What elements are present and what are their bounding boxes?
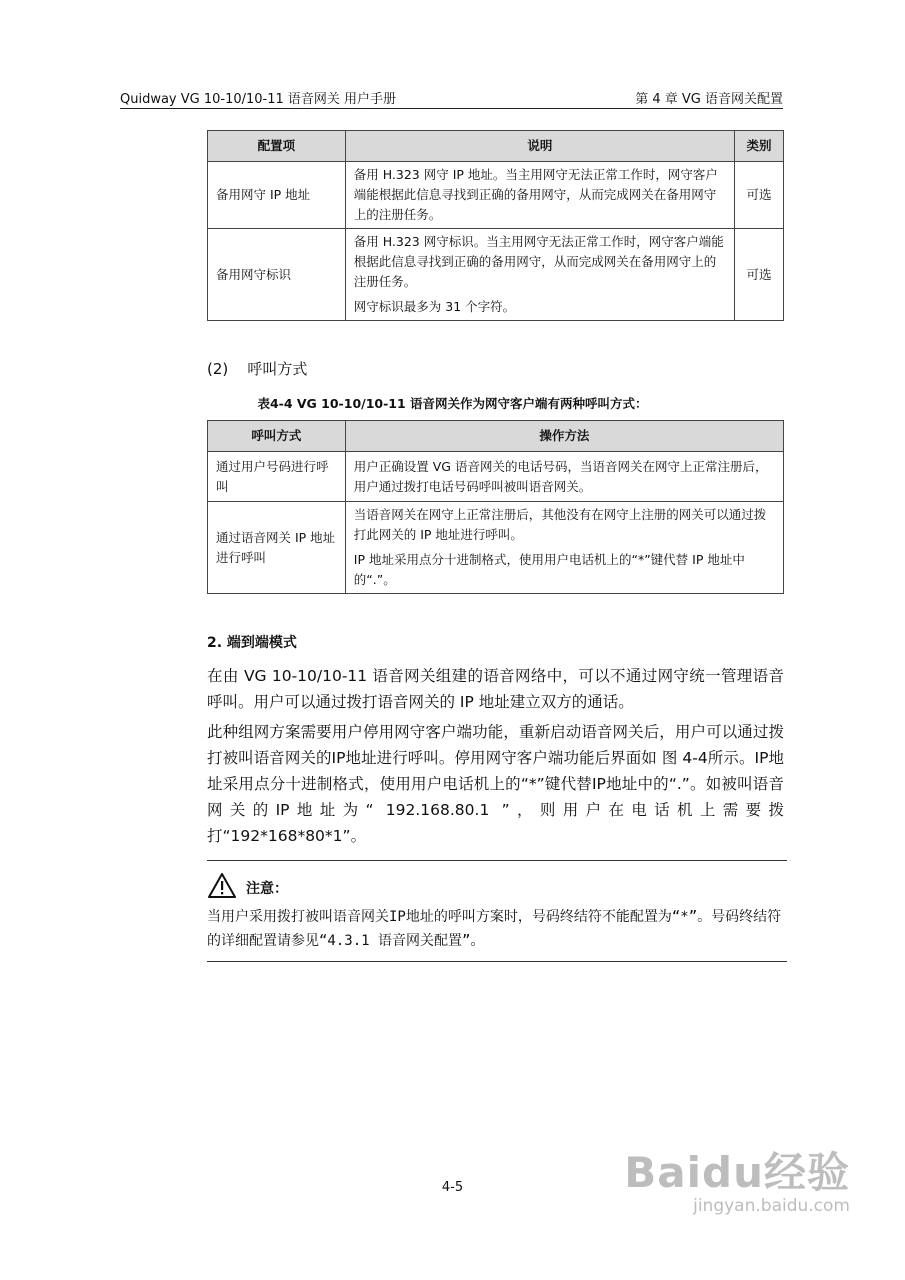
method-text: 当语音网关在网守上正常注册后，其他没有在网守上注册的网关可以通过拨打此网关的 IP 地址进行呼叫。 bbox=[353, 507, 767, 542]
category-cell: 可选 bbox=[735, 229, 784, 321]
watermark-logo: Baidu经验 bbox=[624, 1148, 850, 1197]
table-header-row bbox=[208, 421, 784, 452]
description-text: 备用 H.323 网守标识。当主用网守无法正常工作时，网守客户端能根据此信息寻找到正确的备用网守，从而完成网关在备用网守上的注册任务。 bbox=[353, 234, 724, 289]
watermark-url: jingyan.baidu.com bbox=[693, 1196, 850, 1216]
description-cell bbox=[345, 162, 734, 229]
note-top-divider bbox=[207, 860, 787, 861]
table-row bbox=[208, 452, 784, 502]
call-mode-cell: 通过用户号码进行呼叫 bbox=[208, 452, 346, 502]
table-row bbox=[208, 502, 784, 594]
table-row bbox=[208, 229, 784, 321]
table-caption: 表4-4 VG 10-10/10-11 语音网关作为网守客户端有两种呼叫方式： bbox=[257, 396, 648, 411]
header-title: Quidway VG 10-10/10-11 语音网关 用户手册 bbox=[120, 92, 397, 107]
column-header: 配置项 bbox=[208, 131, 346, 162]
call-mode-cell: 通过语音网关 IP 地址进行呼叫 bbox=[208, 502, 346, 594]
table-header-row bbox=[208, 131, 784, 162]
description-cell bbox=[345, 229, 734, 321]
subsection-heading: (2) 呼叫方式 bbox=[207, 360, 308, 378]
table-row bbox=[208, 162, 784, 229]
category-cell: 可选 bbox=[735, 162, 784, 229]
warning-icon bbox=[207, 872, 237, 903]
column-header: 操作方法 bbox=[345, 421, 783, 452]
column-header: 呼叫方式 bbox=[208, 421, 346, 452]
config-item-cell: 备用网守标识 bbox=[208, 229, 346, 321]
call-mode-table bbox=[207, 420, 784, 594]
header-chapter: 第 4 章 VG 语音网关配置 bbox=[635, 92, 783, 107]
description-text: 备用 H.323 网守 IP 地址。当主用网守无法正常工作时，网守客户端能根据此信息寻找到正确的备用网守，从而完成网关在备用网守上的注册任务。 bbox=[353, 167, 718, 222]
note-bottom-divider bbox=[207, 961, 787, 962]
column-header: 类别 bbox=[735, 131, 784, 162]
method-text: 用户正确设置 VG 语音网关的电话号码，当语音网关在网守上正常注册后，用户通过拨打电话号码呼叫被叫语音网关。 bbox=[353, 458, 768, 494]
method-note: IP 地址采用点分十进制格式，使用用户电话机上的“*”键代替 IP 地址中的“.”。 bbox=[353, 552, 745, 587]
config-item-cell: 备用网守 IP 地址 bbox=[208, 162, 346, 229]
note-label: 注意： bbox=[246, 881, 288, 897]
section-heading: 2. 端到端模式 bbox=[207, 635, 297, 651]
note-text: 当用户采用拨打被叫语音网关IP地址的呼叫方案时，号码终结符不能配置为“*”。号码终结符的详细配置请参见“4.3.1 语音网关配置”。 bbox=[207, 909, 782, 949]
header-divider bbox=[120, 108, 783, 109]
config-table bbox=[207, 130, 784, 321]
body-paragraph: 此种组网方案需要用户停用网守客户端功能，重新启动语音网关后，用户可以通过拨打被叫语音网关的IP地址进行呼叫。停用网守客户端功能后界面如 图 4-4所示。IP地址采用点分十进制格式，使用用户电话机上的“*”键代替IP地址中的“.”。如被叫语音网关的IP地址为“ 192.168.80.1 ”，则用户在电话机上需要拨打“192*168*80*1”。 bbox=[207, 723, 784, 845]
body-paragraph: 在由 VG 10-10/10-11 语音网关组建的语音网络中，可以不通过网守统一管理语音呼叫。用户可以通过拨打语音网关的 IP 地址建立双方的通话。 bbox=[207, 667, 784, 711]
method-cell bbox=[345, 502, 783, 594]
method-cell bbox=[345, 452, 783, 502]
page-number: 4-5 bbox=[441, 1180, 464, 1195]
column-header: 说明 bbox=[345, 131, 734, 162]
description-note: 网守标识最多为 31 个字符。 bbox=[353, 299, 516, 314]
watermark bbox=[624, 1140, 850, 1216]
